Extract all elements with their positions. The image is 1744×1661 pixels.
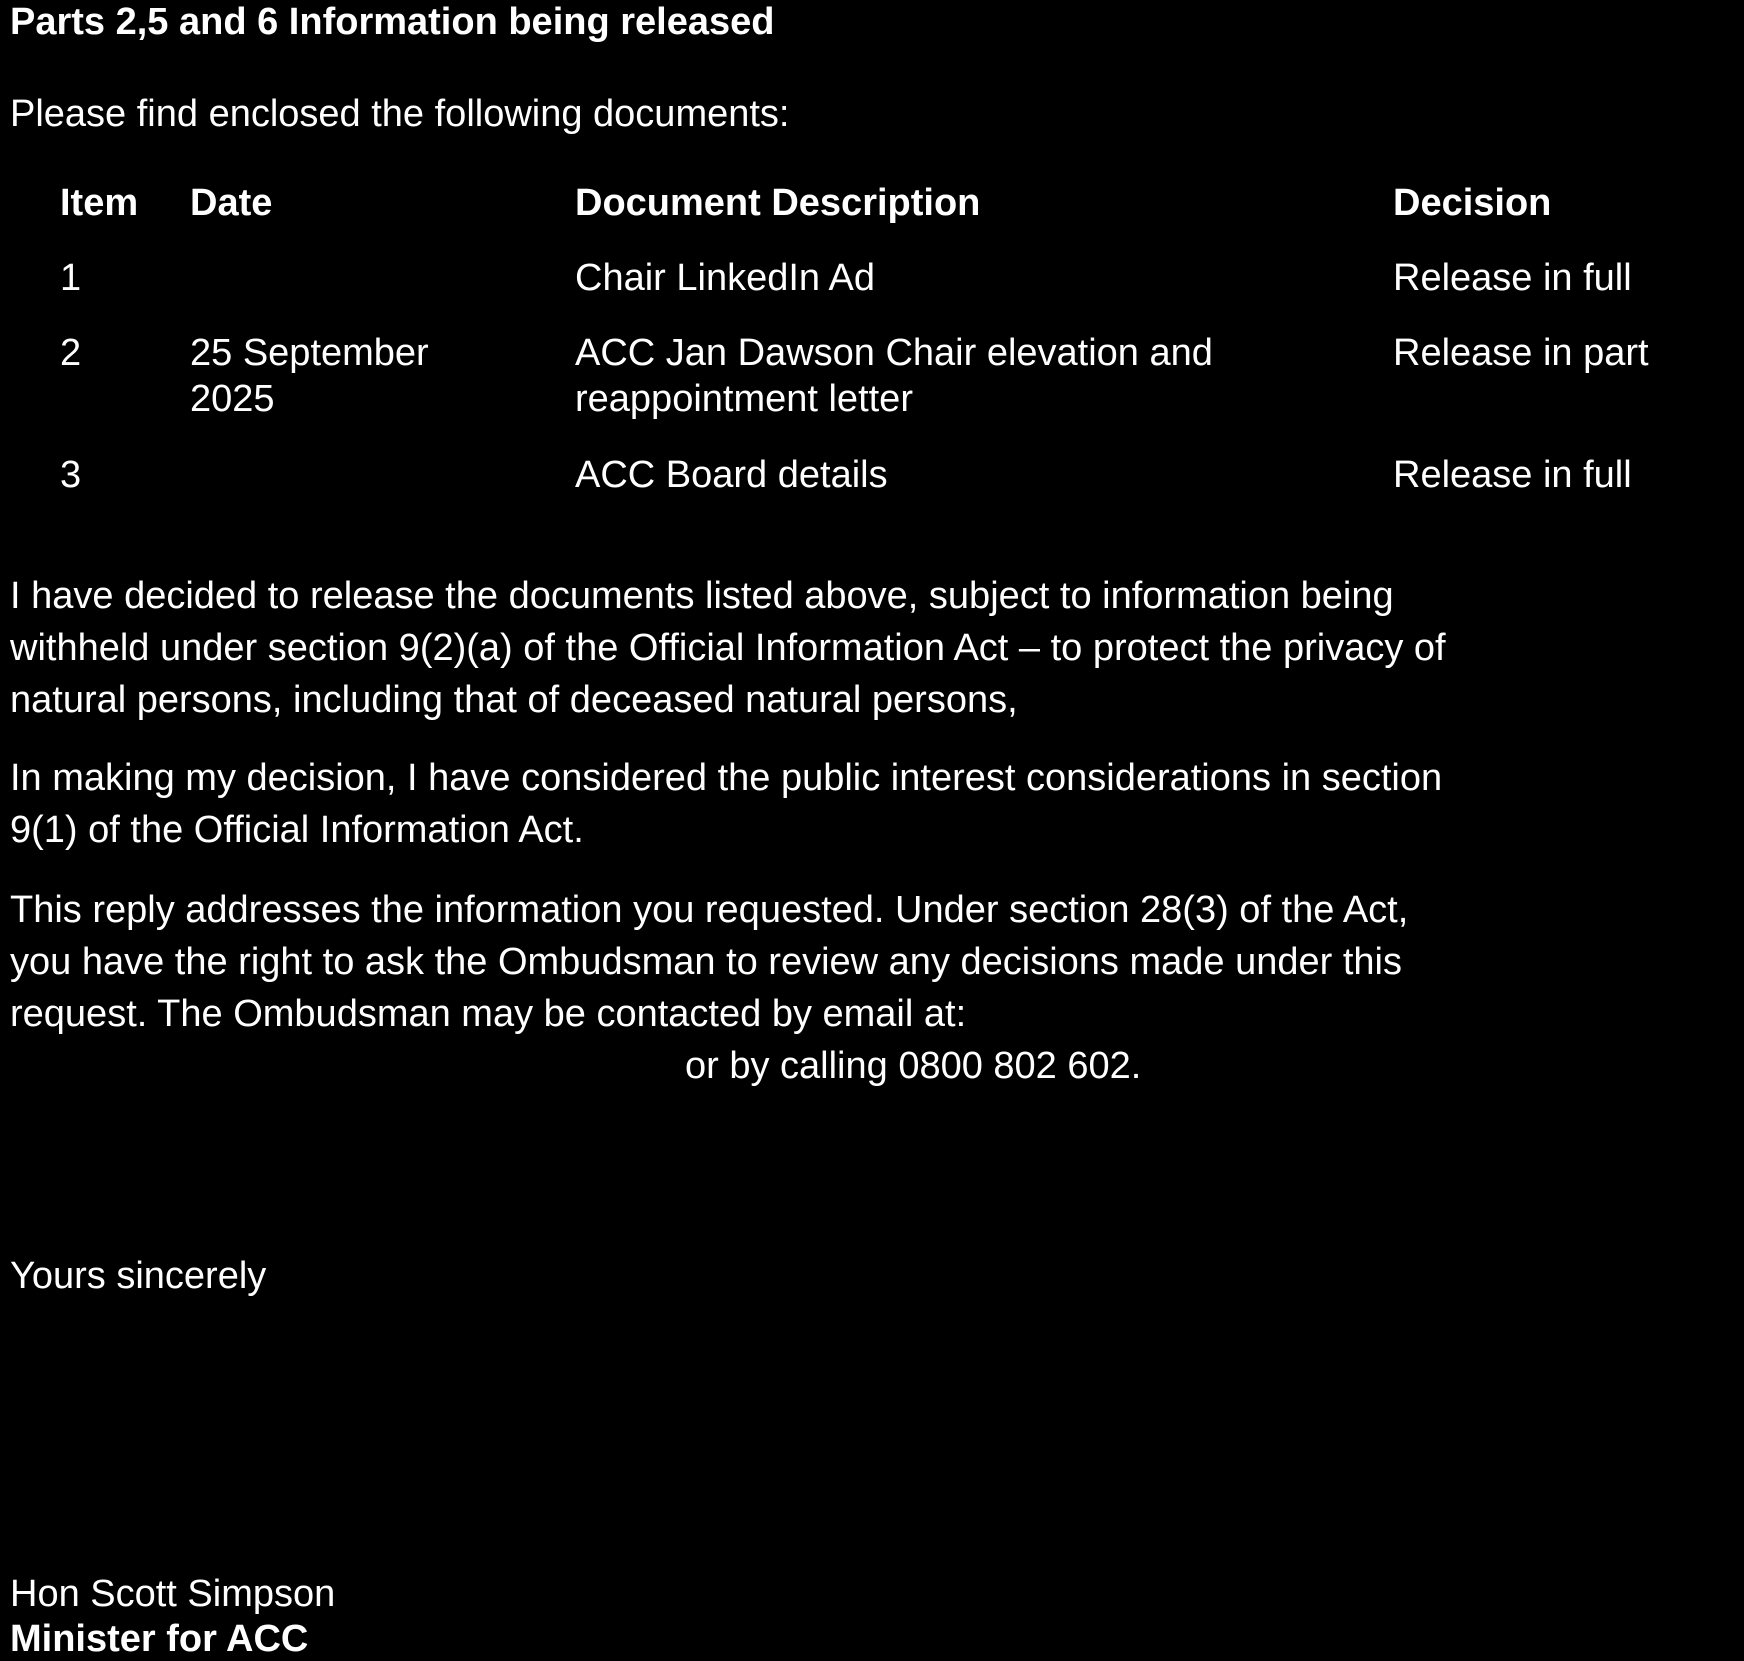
cell-description-line1: ACC Jan Dawson Chair elevation and	[575, 332, 1213, 374]
cell-date-line1: 25 September	[190, 332, 429, 374]
cell-description-line2: reappointment letter	[575, 378, 913, 420]
closing-text: Yours sincerely	[10, 1255, 267, 1297]
cell-description: Chair LinkedIn Ad	[575, 257, 875, 299]
paragraph-line: In making my decision, I have considered the public interest considerations in section	[10, 757, 1443, 799]
intro-text: Please find enclosed the following documents:	[10, 93, 790, 135]
paragraph-line: you have the right to ask the Ombudsman to review any decisions made under this	[10, 941, 1402, 983]
header-decision: Decision	[1393, 182, 1552, 224]
paragraph-line: or by calling 0800 802 602.	[685, 1045, 1142, 1087]
signatory-title: Minister for ACC	[10, 1618, 309, 1660]
paragraph-line: withheld under section 9(2)(a) of the Official Information Act – to protect the privacy of	[10, 627, 1446, 669]
cell-item: 2	[60, 332, 82, 374]
cell-description: ACC Board details	[575, 454, 888, 496]
header-date: Date	[190, 182, 273, 224]
cell-item: 3	[60, 454, 82, 496]
paragraph-line: This reply addresses the information you requested. Under section 28(3) of the Act,	[10, 889, 1409, 931]
section-heading: Parts 2,5 and 6 Information being released	[10, 1, 775, 43]
paragraph-line: natural persons, including that of deceased natural persons,	[10, 679, 1018, 721]
cell-decision: Release in full	[1393, 257, 1632, 299]
cell-decision: Release in part	[1393, 332, 1649, 374]
cell-decision: Release in full	[1393, 454, 1632, 496]
paragraph-line: request. The Ombudsman may be contacted by email at:	[10, 993, 967, 1035]
header-item: Item	[60, 182, 139, 224]
paragraph-line: I have decided to release the documents listed above, subject to information being	[10, 575, 1394, 617]
paragraph-line: 9(1) of the Official Information Act.	[10, 809, 584, 851]
header-description: Document Description	[575, 182, 981, 224]
cell-date-line2: 2025	[190, 378, 275, 420]
signatory-name: Hon Scott Simpson	[10, 1573, 336, 1615]
cell-item: 1	[60, 257, 82, 299]
